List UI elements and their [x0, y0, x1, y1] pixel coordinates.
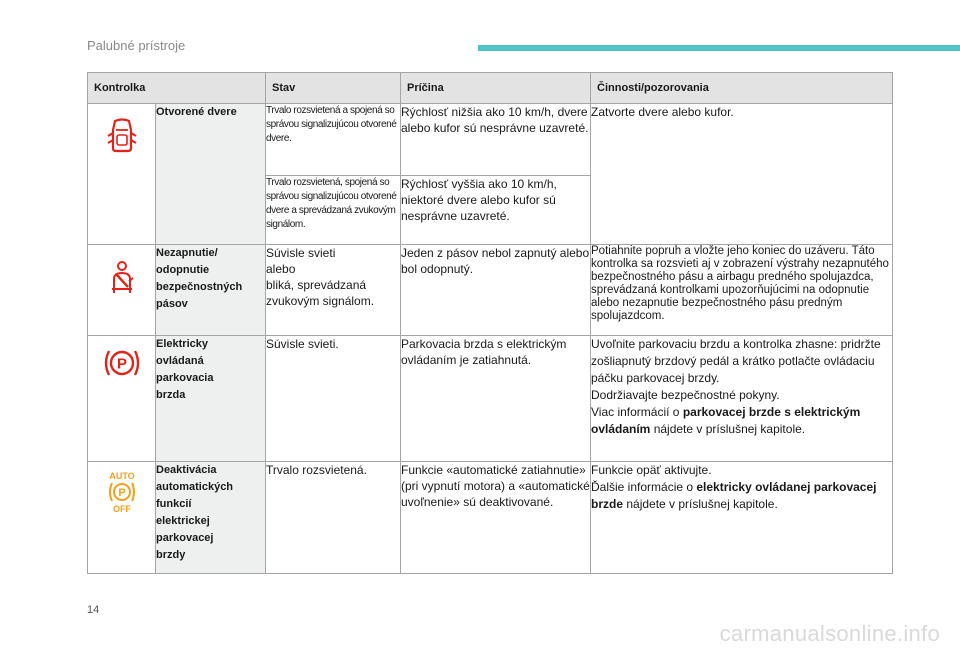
action-text: nájdete v príslušnej kapitole.	[650, 422, 806, 436]
state-line: zvukovým signálom.	[266, 294, 375, 308]
light-name-line: funkcií	[156, 498, 192, 510]
light-name-line: automatických	[156, 481, 234, 493]
action-emphasis: parkovacej brzde s elektrickým ovládaním	[591, 405, 861, 436]
action-auto-off	[591, 462, 893, 574]
watermark: carmanualsonline.info	[719, 621, 940, 646]
light-name-line: Deaktivácia	[156, 464, 217, 476]
icon-cell	[88, 462, 156, 574]
action-doors: Zatvorte dvere alebo kufor.	[591, 104, 893, 245]
table-row	[88, 104, 893, 176]
light-name-line: pásov	[156, 298, 188, 310]
light-name-doors: Otvorené dvere	[156, 104, 266, 245]
header-accent-bar	[478, 45, 960, 51]
action-paragraph	[591, 404, 892, 438]
light-name-line: brzdy	[156, 549, 186, 561]
cause-doors-2: Rýchlosť vyššia ako 10 km/h, niektoré dvere alebo kufor sú nesprávne uzavreté.	[401, 176, 591, 245]
icon-cell	[88, 104, 156, 245]
auto-icon-bottom-text: OFF	[112, 504, 131, 514]
action-emphasis: elektricky ovládanej parkovacej brzde	[591, 480, 877, 511]
action-seatbelt: Potiahnite popruh a vložte jeho koniec do uzáveru. Táto kontrolka sa rozsvieti aj v zobrazení výstrahy nezapnutého bezpečnostného pásu a airbagu predného spolujazdca, sprevádzaná kontrolkami upozorňujúcimi na odopnutie alebo nezapnutie bezpečnostného pásu predným spolujazdcom.	[591, 245, 893, 336]
table-row	[88, 245, 893, 336]
seatbelt-icon	[109, 261, 135, 295]
column-header-pricina: Príčina	[401, 73, 591, 104]
table-row	[88, 462, 893, 574]
action-paragraph: Dodržiavajte bezpečnostné pokyny.	[591, 388, 780, 402]
state-line: Súvisle svieti	[266, 246, 336, 260]
state-auto-off: Trvalo rozsvietená.	[266, 462, 401, 574]
action-paragraph	[591, 479, 892, 513]
state-doors-1: Trvalo rozsvietená a spojená so správou signalizujúcou otvorené dvere.	[266, 104, 401, 176]
light-name-line: Elektricky	[156, 338, 208, 350]
table-header-row	[88, 73, 893, 104]
parking-brake-icon	[102, 348, 142, 378]
door-open-icon	[107, 118, 137, 154]
section-title: Palubné prístroje	[87, 38, 186, 53]
column-header-kontrolka: Kontrolka	[88, 73, 266, 104]
icon-cell	[88, 336, 156, 462]
light-name-line: brzda	[156, 389, 186, 401]
action-paragraph: Uvoľnite parkovaciu brzdu a kontrolka zhasne: pridržte zošliapnutý brzdový pedál a krátko potlačte ovládaciu páčku parkovacej brzdy.	[591, 337, 881, 385]
cause-seatbelt: Jeden z pásov nebol zapnutý alebo bol odopnutý.	[401, 245, 591, 336]
light-name-line: ovládaná	[156, 355, 204, 367]
auto-icon-top-text: AUTO	[108, 471, 135, 481]
state-doors-2: Trvalo rozsvietená, spojená so správou signalizujúcou otvorené dvere a sprevádzaná zvukovým signálom.	[266, 176, 401, 245]
column-header-stav: Stav	[266, 73, 401, 104]
cause-doors-1: Rýchlosť nižšia ako 10 km/h, dvere alebo kufor sú nesprávne uzavreté.	[401, 104, 591, 176]
action-text: nájdete v príslušnej kapitole.	[623, 497, 778, 511]
state-parking-brake: Súvisle svieti.	[266, 336, 401, 462]
state-seatbelt	[266, 245, 401, 336]
cause-auto-off: Funkcie «automatické zatiahnutie» (pri vypnutí motora) a «automatické uvoľnenie» sú deaktivované.	[401, 462, 591, 574]
light-name-line: odopnutie	[156, 264, 210, 276]
action-paragraph: Funkcie opäť aktivujte.	[591, 463, 712, 477]
action-text: Ďalšie informácie o	[591, 480, 697, 494]
warning-lights-table	[87, 72, 893, 574]
state-line: bliká, sprevádzaná	[266, 278, 367, 292]
parking-brake-icon-letter: P	[116, 355, 127, 373]
table-row	[88, 336, 893, 462]
action-text: Viac informácií o	[591, 405, 683, 419]
state-line: alebo	[266, 262, 296, 276]
column-header-cinnosti: Činnosti/pozorovania	[591, 73, 893, 104]
auto-icon-letter: P	[117, 487, 126, 499]
light-name-line: bezpečnostných	[156, 281, 243, 293]
auto-parking-brake-off-icon	[104, 470, 140, 514]
light-name-line: parkovacej	[156, 532, 214, 544]
light-name-seatbelt	[156, 245, 266, 336]
icon-cell	[88, 245, 156, 336]
light-name-line: elektrickej	[156, 515, 210, 527]
light-name-line: parkovacia	[156, 372, 214, 384]
light-name-parking-brake	[156, 336, 266, 462]
cause-parking-brake: Parkovacia brzda s elektrickým ovládaním je zatiahnutá.	[401, 336, 591, 462]
page-number: 14	[87, 604, 100, 616]
light-name-line: Nezapnutie/	[156, 247, 218, 259]
action-parking-brake	[591, 336, 893, 462]
light-name-auto-off	[156, 462, 266, 574]
